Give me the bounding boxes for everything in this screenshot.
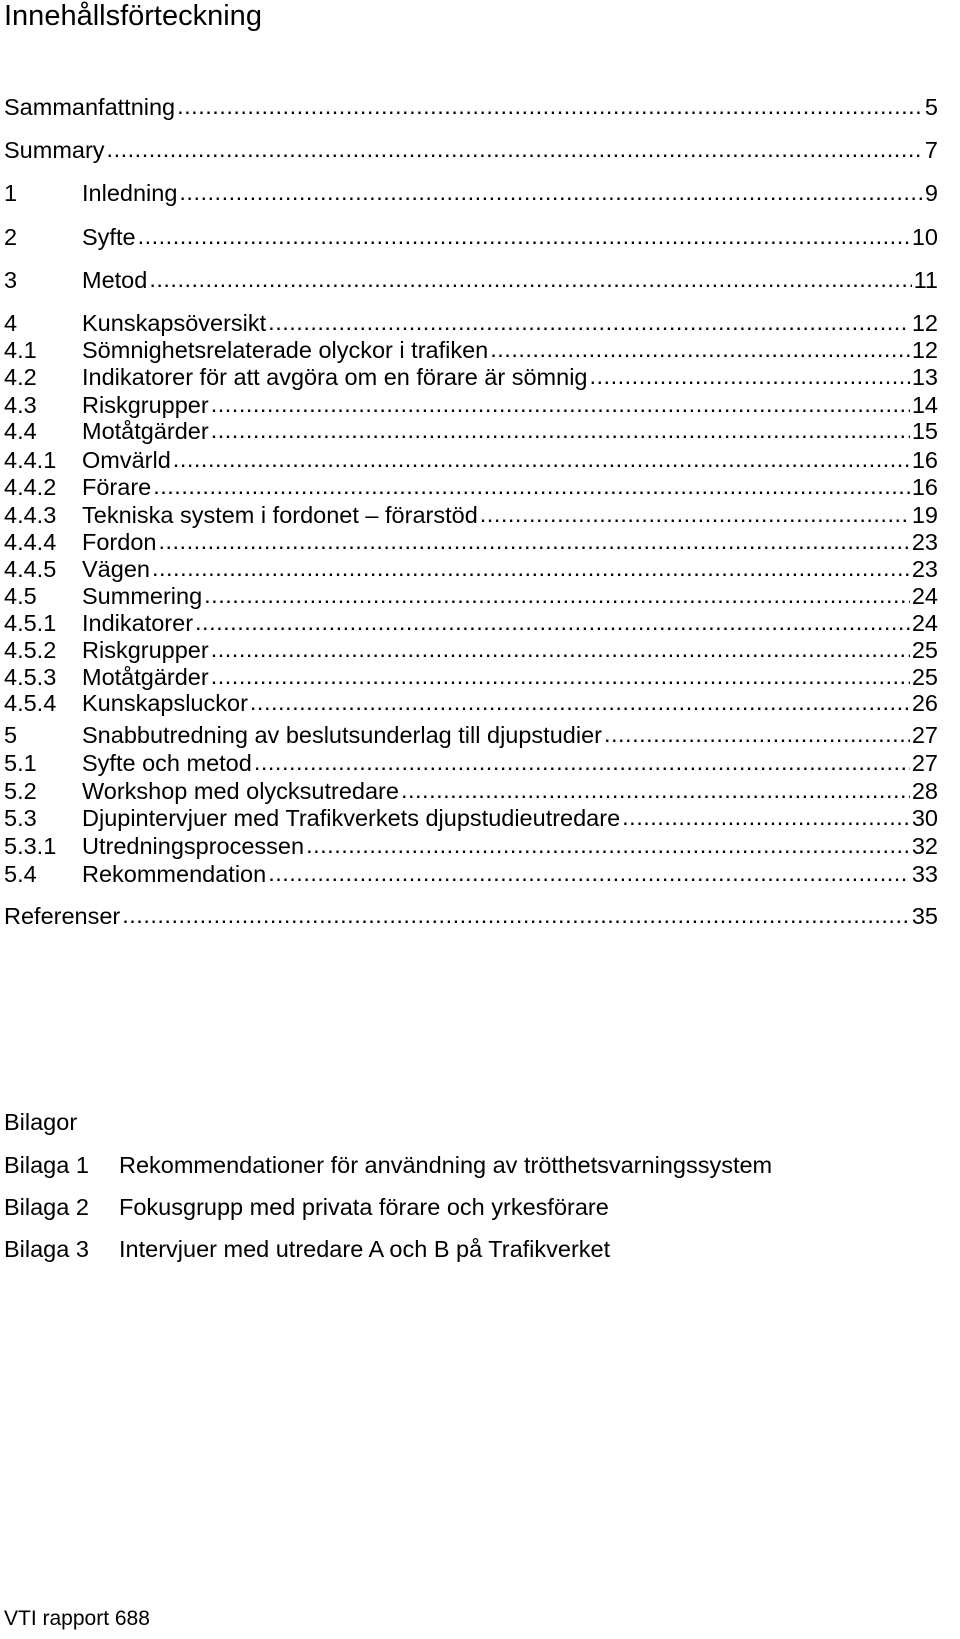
- toc-entry[interactable]: [4, 857, 938, 891]
- toc-section-title: Riskgrupper: [82, 637, 209, 663]
- page-footer: VTI rapport 688: [4, 1607, 150, 1630]
- toc-section-number: 3: [4, 267, 18, 293]
- toc-section-title: Motåtgärder: [82, 664, 209, 690]
- toc-page-number: 13: [911, 364, 938, 390]
- toc-page-number: 26: [911, 690, 938, 716]
- toc-page-number: 11: [913, 267, 938, 293]
- toc-entry[interactable]: [4, 90, 938, 124]
- toc-section-number: 4.3: [4, 392, 37, 418]
- toc-page-number: 23: [911, 556, 938, 582]
- toc-section-title: Kunskapsöversikt: [82, 310, 267, 336]
- toc-section-number: 5.3.1: [4, 833, 57, 859]
- toc-page-number: 25: [911, 637, 938, 663]
- toc-dot-leader: [138, 219, 910, 253]
- toc-section-title: Djupintervjuer med Trafikverkets djupstudieutredare: [82, 805, 621, 831]
- toc-section-number: 4.4.2: [4, 474, 57, 500]
- toc-section-number: 4: [4, 310, 18, 336]
- toc-section-number: 5.1: [4, 750, 37, 776]
- toc-section-number: 4.4.5: [4, 556, 57, 582]
- toc-section-title: Metod: [82, 267, 148, 293]
- appendix-number: Bilaga 3: [4, 1236, 89, 1262]
- toc-section-number: 1: [4, 180, 18, 206]
- toc-section-title: Referenser: [4, 903, 121, 929]
- toc-entry[interactable]: [4, 133, 938, 167]
- toc-section-number: 4.5.4: [4, 690, 57, 716]
- toc-page-number: 28: [911, 778, 938, 804]
- toc-section-title: Riskgrupper: [82, 392, 209, 418]
- toc-dot-leader: [268, 856, 910, 890]
- toc-section-number: 4.4.4: [4, 529, 57, 555]
- toc-section-title: Omvärld: [82, 447, 171, 473]
- toc-dot-leader: [177, 89, 923, 123]
- toc-page-number: 16: [911, 447, 938, 473]
- toc-section-number: 5: [4, 722, 18, 748]
- toc-section-title: Workshop med olycksutredare: [82, 778, 399, 804]
- toc-page-number: 16: [911, 474, 938, 500]
- toc-section-number: 4.4: [4, 418, 37, 444]
- toc-section-title: Sammanfattning: [4, 94, 176, 120]
- toc-page-number: 12: [911, 310, 938, 336]
- toc-dot-leader: [179, 175, 923, 209]
- toc-page-number: 32: [911, 833, 938, 859]
- toc-section-number: 4.4.1: [4, 447, 57, 473]
- toc-page-number: 27: [911, 722, 938, 748]
- toc-page-number: 7: [924, 137, 938, 163]
- toc-page-number: 24: [911, 583, 938, 609]
- appendix-heading: Bilagor: [4, 1109, 78, 1135]
- toc-entry[interactable]: [4, 686, 938, 720]
- toc-section-title: Summering: [82, 583, 203, 609]
- toc-section-number: 4.4.3: [4, 502, 57, 528]
- toc-dot-leader: [107, 132, 923, 166]
- toc-page-number: 19: [911, 502, 938, 528]
- toc-page-number: 33: [911, 861, 938, 887]
- toc-section-title: Indikatorer för att avgöra om en förare är sömnig: [82, 364, 588, 390]
- toc-page-number: 25: [911, 664, 938, 690]
- toc-section-number: 4.5.2: [4, 637, 57, 663]
- toc-page-number: 24: [911, 610, 938, 636]
- toc-section-title: Förare: [82, 474, 152, 500]
- toc-section-number: 4.5.1: [4, 610, 57, 636]
- toc-section-title: Snabbutredning av beslutsunderlag till djupstudier: [82, 722, 602, 748]
- toc-section-title: Inledning: [82, 180, 178, 206]
- toc-dot-leader: [149, 262, 911, 296]
- toc-entry[interactable]: [4, 220, 938, 254]
- page-title: Innehållsförteckning: [4, 0, 262, 32]
- toc-section-title: Rekommendation: [82, 861, 267, 887]
- toc-section-title: Syfte och metod: [82, 750, 252, 776]
- appendix-title: Intervjuer med utredare A och B på Trafikverket: [119, 1236, 611, 1262]
- toc-section-number: 2: [4, 224, 18, 250]
- toc-section-title: Summary: [4, 137, 105, 163]
- toc-page-number: 30: [911, 805, 938, 831]
- toc-section-title: Vägen: [82, 556, 150, 582]
- toc-section-title: Fordon: [82, 529, 157, 555]
- toc-section-number: 4.5.3: [4, 664, 57, 690]
- toc-dot-leader: [122, 898, 910, 932]
- toc-section-title: Utredningsprocessen: [82, 833, 305, 859]
- toc-entry[interactable]: [4, 899, 938, 933]
- toc-page-number: 14: [911, 392, 938, 418]
- appendix-item: [4, 1148, 904, 1182]
- toc-dot-leader: [250, 685, 910, 719]
- toc-page-number: 10: [911, 224, 938, 250]
- toc-entry[interactable]: [4, 263, 938, 297]
- toc-page-number: 27: [911, 750, 938, 776]
- toc-section-number: 5.2: [4, 778, 37, 804]
- toc-page-number: 23: [911, 529, 938, 555]
- toc-section-title: Motåtgärder: [82, 418, 209, 444]
- appendix-item: [4, 1232, 904, 1266]
- toc-section-title: Tekniska system i fordonet – förarstöd: [82, 502, 478, 528]
- toc-section-number: 4.1: [4, 337, 37, 363]
- toc-section-title: Syfte: [82, 224, 136, 250]
- toc-entry[interactable]: [4, 176, 938, 210]
- toc-page-number: 12: [911, 337, 938, 363]
- appendix-item: [4, 1190, 904, 1224]
- toc-section-title: Kunskapsluckor: [82, 690, 248, 716]
- toc-page-number: 15: [911, 418, 938, 444]
- toc-section-title: Sömnighetsrelaterade olyckor i trafiken: [82, 337, 489, 363]
- appendix-number: Bilaga 1: [4, 1152, 89, 1178]
- toc-section-title: Indikatorer: [82, 610, 194, 636]
- toc-page-number: 5: [924, 94, 938, 120]
- appendix-title: Rekommendationer för användning av trötthetsvarningssystem: [119, 1152, 773, 1178]
- toc-section-number: 4.2: [4, 364, 37, 390]
- appendix-title: Fokusgrupp med privata förare och yrkesförare: [119, 1194, 609, 1220]
- toc-page-number: 9: [924, 180, 938, 206]
- toc-section-number: 5.3: [4, 805, 37, 831]
- toc-section-number: 5.4: [4, 861, 37, 887]
- toc-section-number: 4.5: [4, 583, 37, 609]
- toc-page-number: 35: [911, 903, 938, 929]
- appendix-number: Bilaga 2: [4, 1194, 89, 1220]
